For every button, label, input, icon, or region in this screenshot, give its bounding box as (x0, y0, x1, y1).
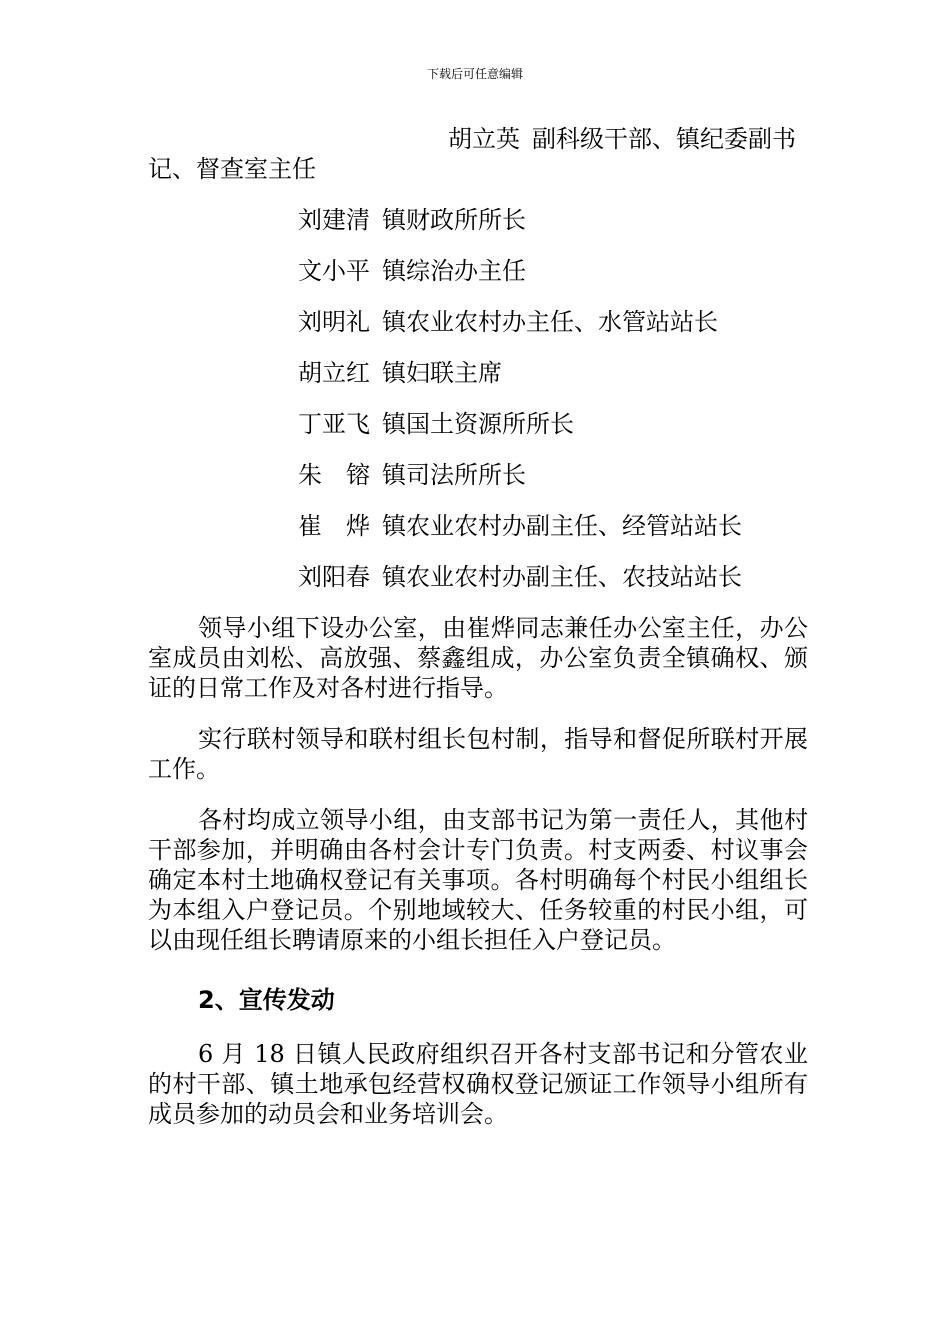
paragraph-mobilization: 6 月 18 日镇人民政府组织召开各村支部书记和分管农业的村干部、镇土地承包经营权确权登记颁证工作领导小组所有成员参加的动员会和业务培训会。 (148, 1040, 808, 1128)
member-name: 胡立红 (298, 359, 370, 387)
member-name: 刘明礼 (298, 308, 370, 336)
page-header: 下载后可任意编辑 (426, 67, 523, 81)
member-row (148, 358, 808, 388)
member-title: 镇综治办主任 (382, 257, 526, 285)
member-title: 镇国土资源所所长 (382, 410, 574, 438)
member-title: 副科级干部、镇纪委副书记、督查室主任 (148, 125, 796, 183)
member-name: 刘建清 (298, 206, 370, 234)
member-name: 胡立英 (448, 125, 520, 153)
member-title: 镇财政所所长 (382, 206, 526, 234)
member-title: 镇农业农村办副主任、经管站站长 (382, 512, 742, 540)
member-row (148, 124, 808, 184)
paragraph-office: 领导小组下设办公室，由崔烨同志兼任办公室主任，办公室成员由刘松、高放强、蔡鑫组成，办公室负责全镇确权、颁证的日常工作及对各村进行指导。 (148, 614, 808, 702)
member-title: 镇司法所所长 (382, 461, 526, 489)
member-name: 崔 烨 (298, 512, 370, 540)
paragraph-village-contact: 实行联村领导和联村组长包村制，指导和督促所联村开展工作。 (148, 725, 808, 783)
paragraph-village-groups: 各村均成立领导小组，由支部书记为第一责任人，其他村干部参加，并明确由各村会计专门负责。村支两委、村议事会确定本村土地确权登记有关事项。各村明确每个村民小组组长为本组入户登记员。个别地域较大、任务较重的村民小组，可以由现任组长聘请原来的小组长担任入户登记员。 (148, 806, 808, 954)
member-title: 镇农业农村办主任、水管站站长 (382, 308, 718, 336)
member-name: 刘阳春 (298, 563, 370, 591)
member-row (148, 511, 808, 541)
member-title: 镇农业农村办副主任、农技站站长 (382, 563, 742, 591)
member-name: 丁亚飞 (298, 410, 370, 438)
member-row (148, 205, 808, 235)
member-row (148, 256, 808, 286)
member-row (148, 307, 808, 337)
member-row (148, 460, 808, 490)
member-row (148, 562, 808, 592)
document-body (148, 124, 808, 1150)
member-name: 文小平 (298, 257, 370, 285)
member-row (148, 409, 808, 439)
member-title: 镇妇联主席 (382, 359, 502, 387)
member-name: 朱 镕 (298, 461, 370, 489)
section-heading: 2、宣传发动 (198, 986, 335, 1014)
